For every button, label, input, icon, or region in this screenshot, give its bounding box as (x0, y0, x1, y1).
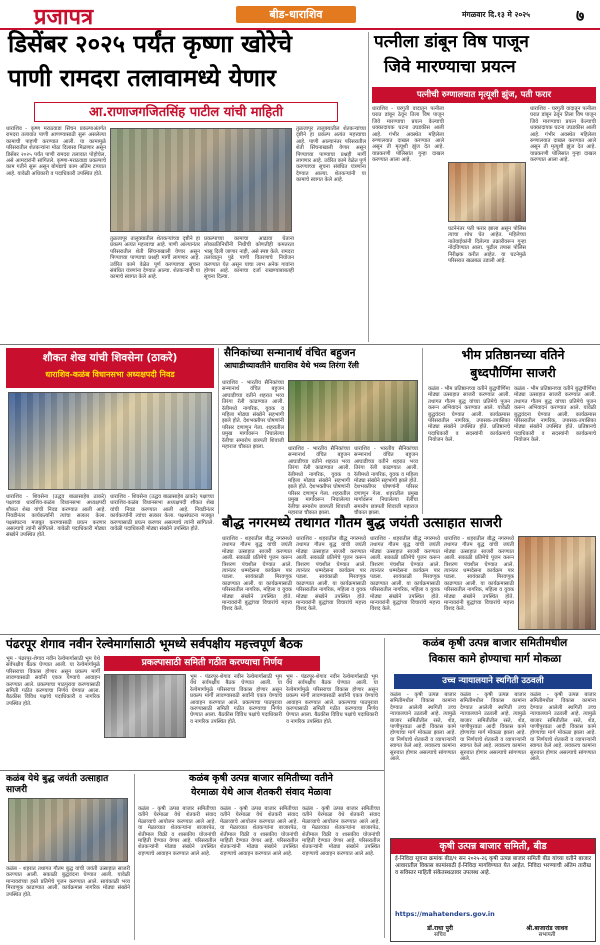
ad-website[interactable]: https://mahatenders.gov.in (395, 910, 495, 918)
tiranga-body-col3: धाराशिव - भारतीय सैनिकांच्या सन्मानार्थ वंचित बहुजन आघाडीच्या वतीने शहरात भव्य तिरंगा रॅली काढण्यात आली. रॅलीमध्ये नागरिक, युवक व महिला मोठ्या संख्येने सहभागी झाले होते. देशभक्तीपर घोषणांनी परिसर दणाणून गेला. शहरातील प्रमुख मार्गावरून निघालेल्या रॅलीचा समारोप छत्रपती शिवाजी महाराज चौकात झाला. (354, 446, 418, 517)
railway-body-col3: भूम - पंढरपूर-शेगाव नवीन रेल्वेमार्गासाठी भूम येथे सर्वपक्षीय बैठक घेण्यात आली. या रेल्वेमार्गामुळे परिसराचा विकास होणार असून प्रकल्प मार्गी लावण्यासाठी सर्वांनी एकत्र येण्याचे आवाहन करण्यात आले. प्रकल्पाचा पाठपुरावा करण्यासाठी समिती गठीत करण्याचा निर्णय घेण्यात आला. बैठकीस विविध पक्षांचे पदाधिकारी व नागरिक उपस्थित होते. (286, 674, 378, 725)
ad-signatory2: श्री.बाजारांड जाधव (526, 925, 568, 932)
bhim-body-col1: कळंब - भीम प्रतिष्ठानच्या वतीने बुद्धपौर्णिमा मोठ्या उत्साहात साजरी करण्यात आली. तथागत गौतम बुद्ध यांच्या प्रतिमेचे पूजन करून अभिवादन करण्यात आले. यावेळी बुद्धवंदना घेण्यात आली. कार्यक्रमास परिसरातील नागरिक, उपासक-उपासिका मोठ्या संख्येने उपस्थित होते. प्रतिष्ठानचे पदाधिकारी व सदस्यांनी कार्यक्रमाचे नियोजन केले. (428, 386, 510, 444)
shivsena-headline-box (6, 348, 214, 388)
lead-body-col3: प्रकल्पाच्या कामाचा आढावा घेताना लोकप्रतिनिधींनी निधीची कोणतीही कमतरता भासू दिली जाणार नाही, असे स्पष्ट केले. रामदरा तलावातून पुढे पाणी वितरणाचे नियोजन करण्यात येत असून याचा लाभ अनेक गावांना होणार आहे. कामाचा दर्जा राखण्याबाबतही सूचना दिल्या. (204, 236, 294, 281)
poison-headline-line1: पत्नीला डांबून विष पाजून (374, 32, 529, 52)
tiranga-headline-line2: आघाडीच्यावतीने धाराशिव येथे भव्य तिरंगा रॅली (224, 361, 359, 370)
tender-ad (390, 838, 596, 942)
bhim-body-col2: कळंब - भीम प्रतिष्ठानच्या वतीने बुद्धपौर्णिमा मोठ्या उत्साहात साजरी करण्यात आली. तथागत गौतम बुद्ध यांच्या प्रतिमेचे पूजन करून अभिवादन करण्यात आले. यावेळी बुद्धवंदना घेण्यात आली. कार्यक्रमास परिसरातील नागरिक, उपासक-उपासिका मोठ्या संख्येने उपस्थित होते. प्रतिष्ठानचे पदाधिकारी व सदस्यांनी कार्यक्रमाचे नियोजन केले. (514, 386, 596, 444)
dialogue-body-col3: कळंब - कृषी उत्पन्न बाजार समितीच्या वतीने येरमाळा येथे शेतकरी संवाद मेळाव्याचे आयोजन करण्यात आले आहे. या मेळाव्यात शेतकऱ्यांना बाजारपेठ, शेतीमाल विक्री व शासकीय योजनांची माहिती देण्यात येणार आहे. परिसरातील शेतकऱ्यांनी मोठ्या संख्येने उपस्थित राहण्याचे आवाहन करण्यात आले आहे. (302, 806, 380, 857)
newspaper-name: प्रजापत्र (34, 4, 94, 30)
lead-headline-line1: डिसेंबर २०२५ पर्यंत कृष्णा खोरेचे (8, 30, 293, 58)
kalamb-body: कळंब - शहरात तथागत गौतम बुद्ध यांची जयंती उत्साहात साजरी करण्यात आली. सकाळी बुद्धवंदना घेण्यात आली. यावेळी मान्यवरांच्या हस्ते प्रतिमेचे पूजन करण्यात आले. सायंकाळी भव्य मिरवणूक काढण्यात आली. कार्यक्रमास नागरिक मोठ्या संख्येने उपस्थित होते. (6, 866, 130, 898)
bhim-headline-line2: बुध्दपौर्णिमा साजरी (470, 365, 556, 380)
tiranga-body-col1: धाराशिव - भारतीय सैनिकांच्या सन्मानार्थ वंचित बहुजन आघाडीच्या वतीने शहरात भव्य तिरंगा रॅली काढण्यात आली. रॅलीमध्ये नागरिक, युवक व महिला मोठ्या संख्येने सहभागी झाले होते. देशभक्तीपर घोषणांनी परिसर दणाणून गेला. शहरातील प्रमुख मार्गावरून निघालेल्या रॅलीचा समारोप छत्रपती शिवाजी महाराज चौकात झाला. (222, 380, 284, 451)
buddha-body-col3: धाराशिव - शहरातील बौद्ध नगरमध्ये तथागत गौतम बुद्ध यांची जयंती मोठ्या उत्साहात साजरी करण्यात आली. सकाळी प्रतिमेचे पूजन करून त्रिशरण पंचशील घेण्यात आले. त्यानंतर धम्मदेसना कार्यक्रम पार पडला. सायंकाळी मिरवणूक काढण्यात आली. या कार्यक्रमासाठी परिसरातील नागरिक, महिला व युवक मोठ्या संख्येने उपस्थित होते. मान्यवरांनी बुद्धांच्या विचारांचे महत्त्व विशद केले. (370, 536, 440, 613)
dialogue-body-col1: कळंब - कृषी उत्पन्न बाजार समितीच्या वतीने येरमाळा येथे शेतकरी संवाद मेळाव्याचे आयोजन करण्यात आले आहे. या मेळाव्यात शेतकऱ्यांना बाजारपेठ, शेतीमाल विक्री व शासकीय योजनांची माहिती देण्यात येणार आहे. परिसरातील शेतकऱ्यांनी मोठ्या संख्येने उपस्थित राहण्याचे आवाहन करण्यात आले आहे. (138, 806, 216, 857)
poison-body-col2: घटनेनंतर पती फरार झाला असून पोलिस त्याचा शोध घेत आहेत. महिलेच्या नातेवाईकांनी दिलेल्या तक्रारीवरून गुन्हा नोंदविण्यात आला. पुढील तपास पोलिस निरीक्षक करीत आहेत. या घटनेमुळे परिसरात खळबळ उडाली आहे. (448, 226, 526, 265)
bhim-headline-line1: भीम प्रतिष्ठानच्या वतिने (461, 347, 565, 362)
buddha-headline: बौद्ध नगरमध्ये तथागत गौतम बुद्ध जयंती उत्साहात साजरी (222, 515, 502, 531)
tiranga-headline-line1: सैनिकांच्या सन्मानार्थ वंचित बहुजन (224, 347, 356, 359)
ad-body: ई-निविदा सूचना क्रमांक बीड/१ सन २०२५-२६ कृषी उत्पन्न बाजार समिती बीड यांच्या वतीने बाजार आवारातील विकास कामांसाठी ई-निविदा मागविण्यात येत आहेत. निविदा भरण्याची अंतिम तारीख व सविस्तर माहिती संकेतस्थळावर उपलब्ध आहे. (395, 856, 591, 876)
edition-badge: बीड-धाराशिव (236, 6, 356, 23)
market-body-col1: कळंब - कृषी उत्पन्न बाजार समितीमधील विकास कामांना देण्यात आलेली स्थगिती उच्च न्यायालयाने उठवली आहे. त्यामुळे बाजार समितीतील रस्ते, शेड, पाणीपुरवठा आदी विकास कामे होण्याचा मार्ग मोकळा झाला आहे. या निर्णयाचे शेतकरी व व्यापाऱ्यांनी स्वागत केले आहे. लवकरच कामांना सुरुवात होणार असल्याचे सांगण्यात आले. (390, 692, 456, 763)
market-redbar: उच्च न्यायालयाने स्थगिती उठवली (394, 674, 592, 689)
issue-date: मंगळवार दि.१३ मे २०२५ (462, 10, 531, 19)
lead-photo (110, 128, 292, 232)
market-headline-line1: कळंब कृषी उत्पन्न बाजार समितीमधील (422, 637, 568, 649)
poison-body-col3: धाराशिव - घरगुती वादातून पत्नीला घरात डांबून ठेवून तिला विष पाजून जिवे मारण्याचा प्रयत्न केल्याची धक्कादायक घटना उघडकीस आली आहे. गंभीर अवस्थेत महिलेला रुग्णालयात दाखल करण्यात आले असून ती मृत्यूशी झुंज देत आहे. याप्रकरणी पोलिसांत गुन्हा दाखल करण्यात आला आहे. (530, 106, 596, 164)
poison-headline-line2: जिवे मारण्याचा प्रयत्न (384, 57, 516, 77)
dialogue-headline-line2: येरमाळा येथे आज शेतकरी संवाद मेळावा (191, 787, 331, 798)
lead-body-col1: धाराशिव - कृष्ण मराठवाडा सिंचन प्रकल्पाअंतर्गत रामदरा तलावात पाणी आणण्यासाठी सुरू असलेल्या कामाची पाहणी करण्यात आली. या कामामुळे परिसरातील शेतकऱ्यांना मोठा दिलासा मिळणार असून डिसेंबर २०२५ पर्यंत पाणी रामदरा तलावात पोहोचेल, असे आमदारांनी सांगितले. कृष्णा-मराठवाडा प्रकल्पाचे काम गतीने सुरू असून बोगद्याचे काम अंतिम टप्प्यात आहे. यावेळी अधिकारी व पदाधिकारी उपस्थित होते. (6, 126, 106, 177)
lead-body-col4: तुळजापूर तालुक्यातील शेतकऱ्यांच्या दृष्टीने हा प्रकल्प अत्यंत महत्त्वाचा आहे. पाणी आल्यानंतर परिसरातील शेती सिंचनाखाली येणार असून पिण्याच्या पाण्याचा प्रश्नही मार्गी लागणार आहे. उर्वरित कामे वेळेत पूर्ण करण्याच्या सूचना संबंधित यंत्रणांना देण्यात आल्या. शेतकऱ्यांनी या कामाचे स्वागत केले आहे. (296, 126, 367, 184)
buddha-body-col4: धाराशिव - शहरातील बौद्ध नगरमध्ये तथागत गौतम बुद्ध यांची जयंती मोठ्या उत्साहात साजरी करण्यात आली. सकाळी प्रतिमेचे पूजन करून त्रिशरण पंचशील घेण्यात आले. त्यानंतर धम्मदेसना कार्यक्रम पार पडला. सायंकाळी मिरवणूक काढण्यात आली. या कार्यक्रमासाठी परिसरातील नागरिक, महिला व युवक मोठ्या संख्येने उपस्थित होते. मान्यवरांनी बुद्धांच्या विचारांचे महत्त्व विशद केले. (444, 536, 514, 613)
buddha-body-col1: धाराशिव - शहरातील बौद्ध नगरमध्ये तथागत गौतम बुद्ध यांची जयंती मोठ्या उत्साहात साजरी करण्यात आली. सकाळी प्रतिमेचे पूजन करून त्रिशरण पंचशील घेण्यात आले. त्यानंतर धम्मदेसना कार्यक्रम पार पडला. सायंकाळी मिरवणूक काढण्यात आली. या कार्यक्रमासाठी परिसरातील नागरिक, महिला व युवक मोठ्या संख्येने उपस्थित होते. मान्यवरांनी बुद्धांच्या विचारांचे महत्त्व विशद केले. (222, 536, 292, 613)
lead-subheadline: आ.राणाजगजितसिंह पाटील यांची माहिती (34, 102, 338, 122)
buddha-body-col2: धाराशिव - शहरातील बौद्ध नगरमध्ये तथागत गौतम बुद्ध यांची जयंती मोठ्या उत्साहात साजरी करण्यात आली. सकाळी प्रतिमेचे पूजन करून त्रिशरण पंचशील घेण्यात आले. त्यानंतर धम्मदेसना कार्यक्रम पार पडला. सायंकाळी मिरवणूक काढण्यात आली. या कार्यक्रमासाठी परिसरातील नागरिक, महिला व युवक मोठ्या संख्येने उपस्थित होते. मान्यवरांनी बुद्धांच्या विचारांचे महत्त्व विशद केले. (296, 536, 366, 613)
buddha-photo (518, 536, 596, 630)
masthead (0, 0, 600, 30)
page-number: ७ (576, 6, 585, 25)
shivsena-photo (8, 392, 212, 490)
shivsena-headline-line2: धाराशिव-कळंब विधानसभा अध्यक्षपदी निवड (45, 370, 175, 379)
ad-signatory1: डॉ.राधा पुरी (427, 925, 453, 932)
railway-headline: पंढरपूर शेगाव नवीन रेल्वेमार्गासाठी भूमध्ये सर्वपक्षीय महत्त्वपूर्ण बैठक (6, 637, 303, 651)
poison-subheadline: पत्नीची रुग्णालयात मृत्यूशी झुंज, पती फरार (372, 87, 596, 103)
lead-headline-line2: पाणी रामदरा तलावामध्ये येणार (8, 64, 276, 92)
market-body-col3: कळंब - कृषी उत्पन्न बाजार समितीमधील विकास कामांना देण्यात आलेली स्थगिती उच्च न्यायालयाने उठवली आहे. त्यामुळे बाजार समितीतील रस्ते, शेड, पाणीपुरवठा आदी विकास कामे होण्याचा मार्ग मोकळा झाला आहे. या निर्णयाचे शेतकरी व व्यापाऱ्यांनी स्वागत केले आहे. लवकरच कामांना सुरुवात होणार असल्याचे सांगण्यात आले. (530, 692, 596, 763)
railway-photo (104, 674, 186, 738)
dialogue-body-col2: कळंब - कृषी उत्पन्न बाजार समितीच्या वतीने येरमाळा येथे शेतकरी संवाद मेळाव्याचे आयोजन करण्यात आले आहे. या मेळाव्यात शेतकऱ्यांना बाजारपेठ, शेतीमाल विक्री व शासकीय योजनांची माहिती देण्यात येणार आहे. परिसरातील शेतकऱ्यांनी मोठ्या संख्येने उपस्थित राहण्याचे आवाहन करण्यात आले आहे. (220, 806, 298, 857)
kalamb-photo (8, 798, 128, 862)
poison-body-col1: धाराशिव - घरगुती वादातून पत्नीला घरात डांबून ठेवून तिला विष पाजून जिवे मारण्याचा प्रयत्न केल्याची धक्कादायक घटना उघडकीस आली आहे. गंभीर अवस्थेत महिलेला रुग्णालयात दाखल करण्यात आले असून ती मृत्यूशी झुंज देत आहे. याप्रकरणी पोलिसांत गुन्हा दाखल करण्यात आला आहे. (372, 106, 444, 164)
railway-body-col1: भूम - पंढरपूर-शेगाव नवीन रेल्वेमार्गासाठी भूम येथे सर्वपक्षीय बैठक घेण्यात आली. या रेल्वेमार्गामुळे परिसराचा विकास होणार असून प्रकल्प मार्गी लावण्यासाठी सर्वांनी एकत्र येण्याचे आवाहन करण्यात आले. प्रकल्पाचा पाठपुरावा करण्यासाठी समिती गठीत करण्याचा निर्णय घेण्यात आला. बैठकीस विविध पक्षांचे पदाधिकारी व नागरिक उपस्थित होते. (6, 656, 100, 707)
kalamb-headline: कळंब येथे बुद्ध जयंती उत्साहात साजरी (6, 774, 109, 795)
dialogue-headline-line1: कळंब कृषी उत्पन्न बाजार समितीच्या वतीने (189, 773, 333, 784)
railway-redbar: प्रकल्पासाठी समिती गठीत करण्याचा निर्णय (104, 656, 320, 671)
shivsena-headline-line1: शौकत शेख यांची शिवसेना (ठाकरे) (42, 352, 178, 364)
market-headline-line2: विकास कामे होण्याचा मार्ग मोकळा (428, 653, 562, 665)
lead-body-col2: तुळजापूर तालुक्यातील शेतकऱ्यांच्या दृष्टीने हा प्रकल्प अत्यंत महत्त्वाचा आहे. पाणी आल्यानंतर परिसरातील शेती सिंचनाखाली येणार असून पिण्याच्या पाण्याचा प्रश्नही मार्गी लागणार आहे. उर्वरित कामे वेळेत पूर्ण करण्याच्या सूचना संबंधित यंत्रणांना देण्यात आल्या. शेतकऱ्यांनी या कामाचे स्वागत केले आहे. (110, 236, 200, 281)
market-body-col2: कळंब - कृषी उत्पन्न बाजार समितीमधील विकास कामांना देण्यात आलेली स्थगिती उच्च न्यायालयाने उठवली आहे. त्यामुळे बाजार समितीतील रस्ते, शेड, पाणीपुरवठा आदी विकास कामे होण्याचा मार्ग मोकळा झाला आहे. या निर्णयाचे शेतकरी व व्यापाऱ्यांनी स्वागत केले आहे. लवकरच कामांना सुरुवात होणार असल्याचे सांगण्यात आले. (460, 692, 526, 763)
tiranga-body-col2: धाराशिव - भारतीय सैनिकांच्या सन्मानार्थ वंचित बहुजन आघाडीच्या वतीने शहरात भव्य तिरंगा रॅली काढण्यात आली. रॅलीमध्ये नागरिक, युवक व महिला मोठ्या संख्येने सहभागी झाले होते. देशभक्तीपर घोषणांनी परिसर दणाणून गेला. शहरातील प्रमुख मार्गावरून निघालेल्या रॅलीचा समारोप छत्रपती शिवाजी महाराज चौकात झाला. (288, 446, 350, 517)
ad-title: कृषी उत्पन्न बाजार समिती, बीड (391, 839, 595, 854)
ad-signatory2-title: सभापती (538, 932, 556, 938)
poison-photo (448, 162, 526, 222)
shivsena-body-col2: धाराशिव - शिवसेना (उद्धव बाळासाहेब ठाकरे) पक्षाच्या धाराशिव-कळंब विधानसभा अध्यक्षपदी शौकत शेख यांची निवड करण्यात आली आहे. निवडीनंतर कार्यकर्त्यांनी त्यांचा सत्कार केला. पक्षसंघटना मजबूत करण्यासाठी प्रयत्न करणार असल्याचे त्यांनी सांगितले. यावेळी पदाधिकारी मोठ्या संख्येने उपस्थित होते. (110, 494, 214, 533)
ad-signatory1-title: सचिव (434, 932, 446, 938)
tiranga-photo (288, 380, 418, 442)
shivsena-body-col1: धाराशिव - शिवसेना (उद्धव बाळासाहेब ठाकरे) पक्षाच्या धाराशिव-कळंब विधानसभा अध्यक्षपदी शौकत शेख यांची निवड करण्यात आली आहे. निवडीनंतर कार्यकर्त्यांनी त्यांचा सत्कार केला. पक्षसंघटना मजबूत करण्यासाठी प्रयत्न करणार असल्याचे त्यांनी सांगितले. यावेळी पदाधिकारी मोठ्या संख्येने उपस्थित होते. (6, 494, 106, 539)
railway-body-col2: भूम - पंढरपूर-शेगाव नवीन रेल्वेमार्गासाठी भूम येथे सर्वपक्षीय बैठक घेण्यात आली. या रेल्वेमार्गामुळे परिसराचा विकास होणार असून प्रकल्प मार्गी लावण्यासाठी सर्वांनी एकत्र येण्याचे आवाहन करण्यात आले. प्रकल्पाचा पाठपुरावा करण्यासाठी समिती गठीत करण्याचा निर्णय घेण्यात आला. बैठकीस विविध पक्षांचे पदाधिकारी व नागरिक उपस्थित होते. (190, 674, 282, 725)
